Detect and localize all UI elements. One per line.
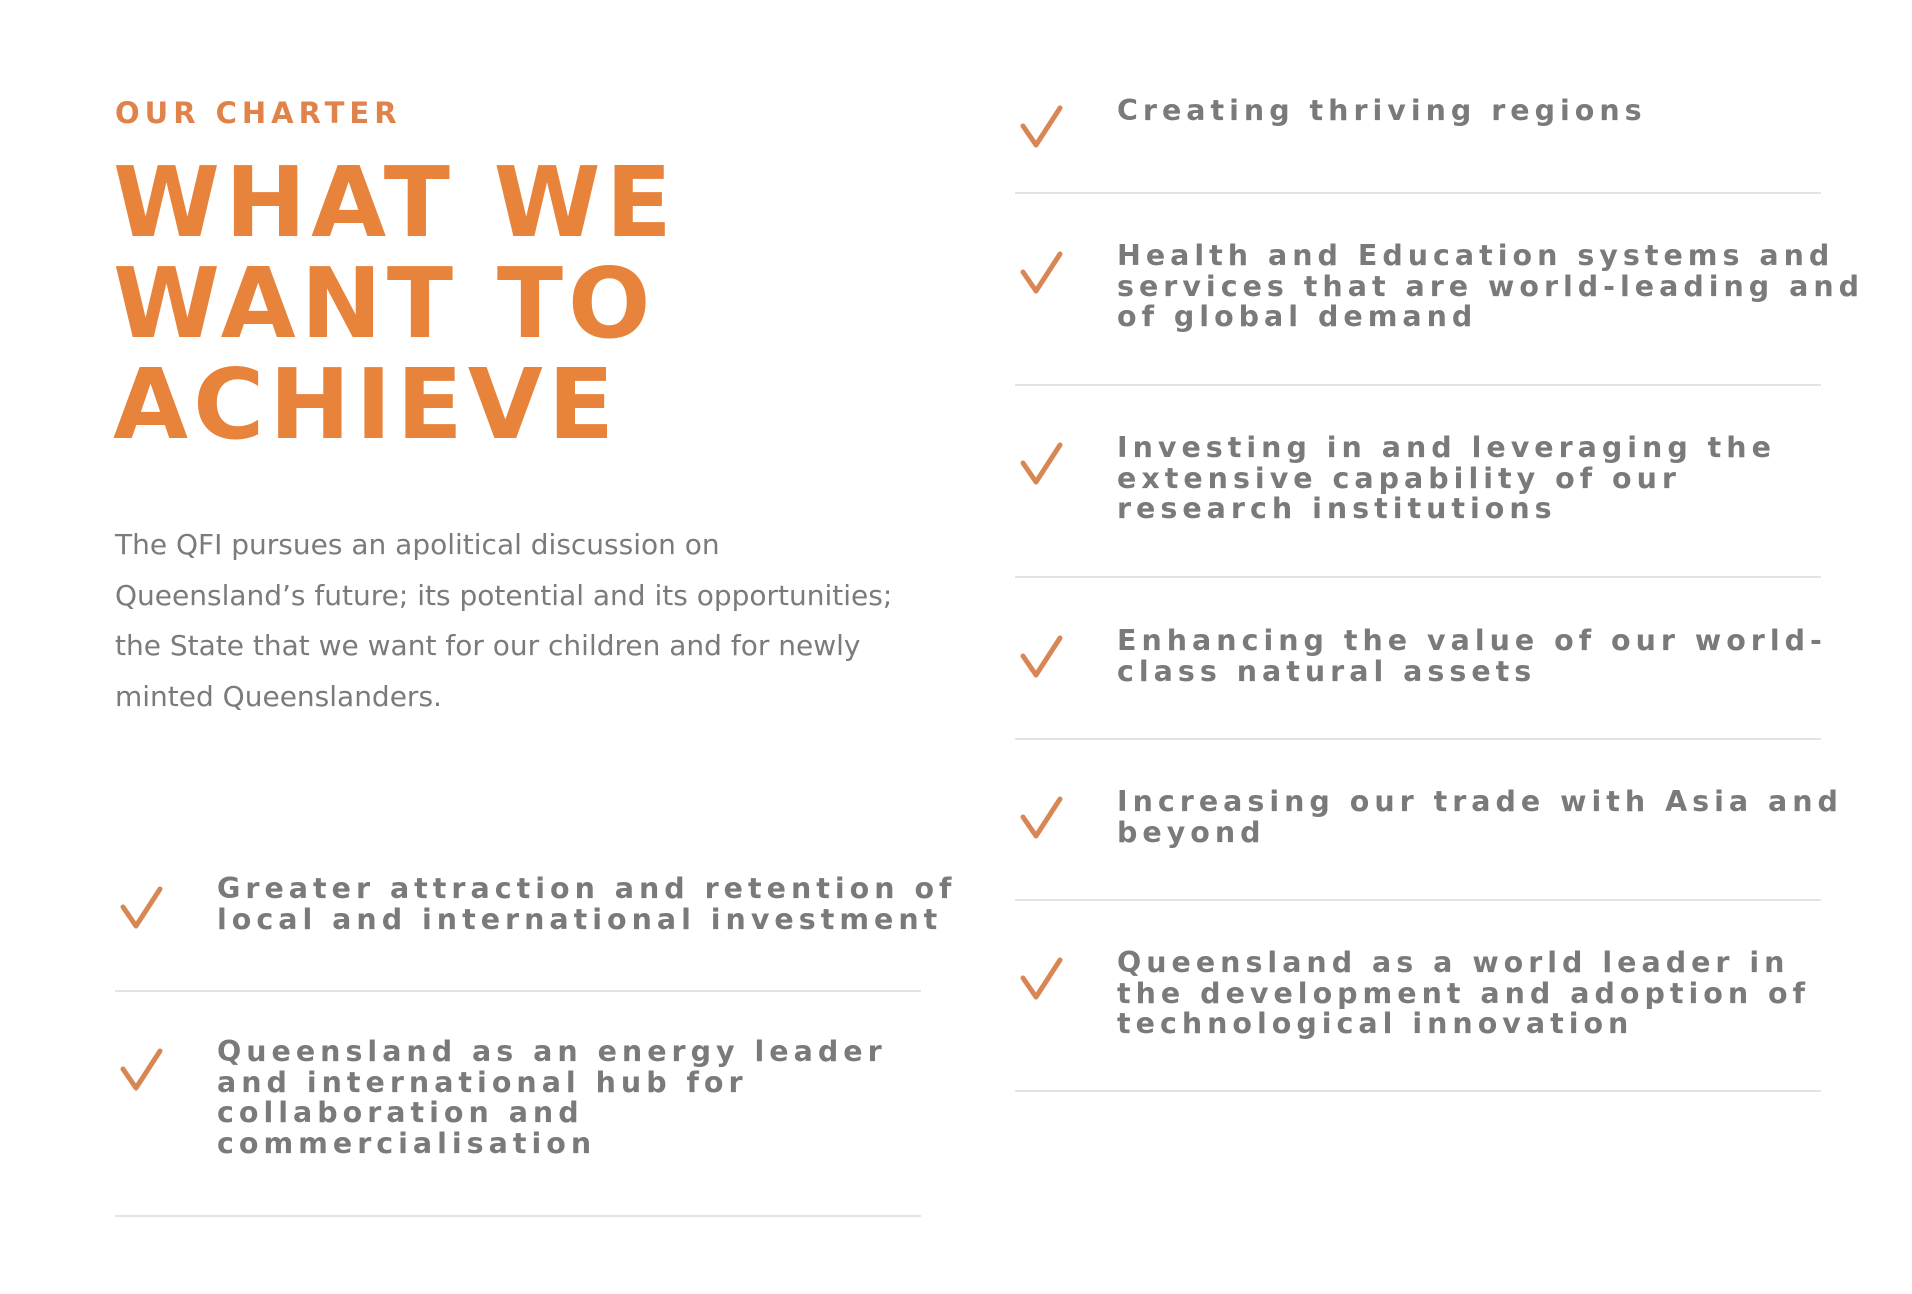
page-title-line: ACHIEVE: [113, 348, 620, 461]
goal-text: [1117, 624, 1827, 688]
goal-list-right: [1015, 94, 1865, 1096]
goal-text-line: beyond: [1117, 815, 1266, 849]
checkmark-icon: [1015, 436, 1071, 492]
page-title: [113, 146, 677, 461]
goal-text-line: the development and adoption of: [1117, 976, 1811, 1010]
goal-list-left: [115, 870, 957, 1230]
goal-text-line: extensive capability of our: [1117, 461, 1681, 495]
goal-text-line: Increasing our trade with Asia and: [1117, 785, 1843, 818]
goal-divider: [1015, 738, 1821, 740]
intro-line: Queensland’s future; its potential and its opportunities;: [115, 578, 893, 612]
goal-divider: [1015, 384, 1821, 386]
goal-text-line: Enhancing the value of our world-: [1117, 624, 1827, 657]
checkmark-icon: [115, 1042, 171, 1098]
intro-line: The QFI pursues an apolitical discussion on: [115, 528, 720, 561]
goal-text-line: technological innovation: [1117, 1007, 1634, 1040]
page-title-line: WANT TO: [113, 247, 656, 360]
goal-text-line: local and international investment: [217, 902, 943, 936]
goal-divider: [115, 1215, 921, 1217]
goal-text-line: Investing in and leveraging the: [1117, 431, 1776, 464]
goal-divider: [115, 990, 921, 992]
goal-text-line: Queensland as an energy leader: [217, 1035, 887, 1068]
goal-text: [1117, 948, 1821, 1040]
goal-text: [1117, 239, 1865, 333]
goal-text-line: collaboration and: [217, 1096, 584, 1129]
goal-text: [217, 872, 957, 936]
goal-text-line: class natural assets: [1117, 654, 1537, 688]
goal-divider: [1015, 192, 1821, 194]
goal-text-line: Creating thriving regions: [1117, 94, 1647, 127]
goal-divider: [1015, 899, 1821, 901]
checkmark-icon: [1015, 951, 1071, 1007]
section-eyebrow: OUR CHARTER: [115, 96, 402, 130]
checkmark-icon: [1015, 99, 1071, 155]
goal-text: [1117, 433, 1821, 525]
checkmark-icon: [115, 880, 171, 936]
page-title-line: WHAT WE: [113, 146, 677, 259]
goal-text: [1117, 785, 1843, 849]
intro-line: minted Queenslanders.: [115, 679, 442, 713]
checkmark-icon: [1015, 629, 1071, 685]
goal-text-line: Greater attraction and retention of: [217, 872, 957, 905]
goal-text-line: Queensland as a world leader in: [1117, 946, 1790, 979]
goal-text-line: research institutions: [1117, 492, 1557, 525]
goal-divider: [1015, 1090, 1821, 1092]
intro-paragraph: [115, 520, 935, 722]
goal-text-line: of global demand: [1117, 300, 1478, 333]
intro-line: the State that we want for our children and for newly: [115, 629, 861, 662]
goal-text-line: and international hub for: [217, 1065, 748, 1099]
goal-text: [1117, 96, 1821, 127]
goal-divider: [1015, 576, 1821, 578]
checkmark-icon: [1015, 245, 1071, 301]
checkmark-icon: [1015, 790, 1071, 846]
goal-text-line: commercialisation: [217, 1126, 597, 1160]
goal-text-line: Health and Education systems and: [1117, 239, 1835, 272]
goal-text: [217, 1037, 921, 1159]
goal-text-line: services that are world-leading and: [1117, 269, 1865, 303]
